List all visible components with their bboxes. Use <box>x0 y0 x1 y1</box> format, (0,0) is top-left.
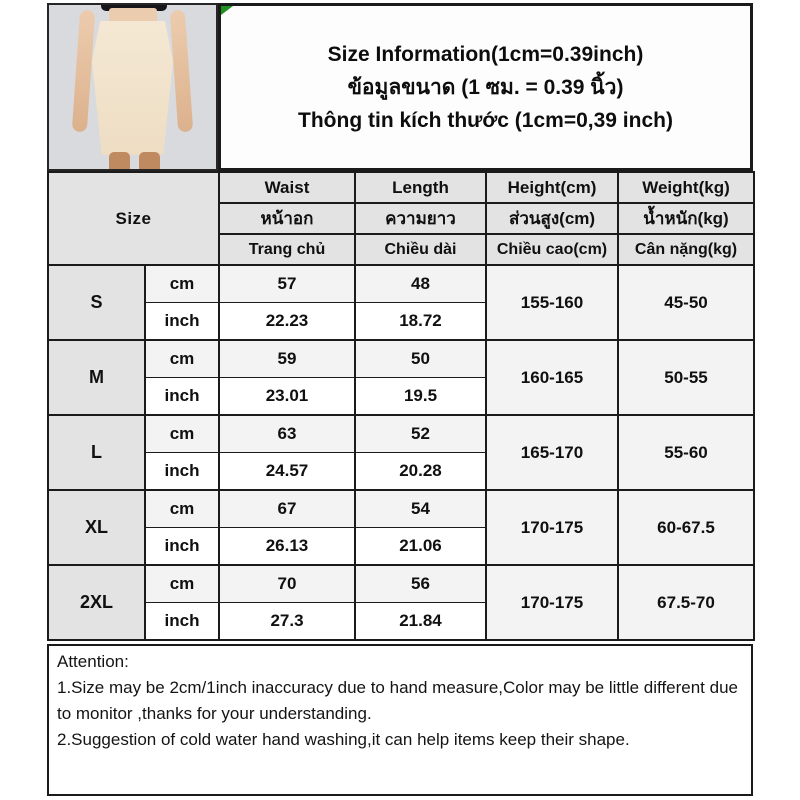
unit-cell: cm <box>145 415 219 452</box>
unit-cell: cm <box>145 340 219 377</box>
weight-cell: 67.5-70 <box>618 565 754 640</box>
product-photo <box>47 3 218 171</box>
attention-line-2: 2.Suggestion of cold water hand washing,it can help items keep their shape. <box>57 730 630 749</box>
weight-cell: 45-50 <box>618 265 754 340</box>
col-header-waist-vi: Trang chủ <box>219 234 355 265</box>
value-cell: 52 <box>355 415 486 452</box>
size-cell: S <box>48 265 145 340</box>
value-cell: 63 <box>219 415 355 452</box>
table-row <box>48 265 754 302</box>
value-cell: 18.72 <box>355 302 486 340</box>
unit-cell: inch <box>145 527 219 565</box>
col-header-waist-th: หน้าอก <box>219 203 355 234</box>
col-header-weight: Weight(kg) <box>618 172 754 203</box>
height-cell: 165-170 <box>486 415 618 490</box>
value-cell: 56 <box>355 565 486 602</box>
value-cell: 57 <box>219 265 355 302</box>
attention-title: Attention: <box>57 652 129 671</box>
value-cell: 22.23 <box>219 302 355 340</box>
value-cell: 24.57 <box>219 452 355 490</box>
value-cell: 70 <box>219 565 355 602</box>
col-header-length-vi: Chiều dài <box>355 234 486 265</box>
photo-left-leg <box>109 152 130 169</box>
weight-cell: 55-60 <box>618 415 754 490</box>
size-cell: XL <box>48 490 145 565</box>
col-header-weight-vi: Cân nặng(kg) <box>618 234 754 265</box>
table-row <box>48 490 754 527</box>
value-cell: 59 <box>219 340 355 377</box>
unit-cell: inch <box>145 452 219 490</box>
value-cell: 26.13 <box>219 527 355 565</box>
value-cell: 19.5 <box>355 377 486 415</box>
unit-cell: inch <box>145 602 219 640</box>
unit-cell: cm <box>145 265 219 302</box>
size-table <box>47 171 755 641</box>
col-header-height: Height(cm) <box>486 172 618 203</box>
size-cell: M <box>48 340 145 415</box>
unit-cell: inch <box>145 377 219 415</box>
table-row <box>48 565 754 602</box>
weight-cell: 50-55 <box>618 340 754 415</box>
title-thai: ข้อมูลขนาด (1 ซม. = 0.39 นิ้ว) <box>347 75 624 99</box>
value-cell: 67 <box>219 490 355 527</box>
title-box <box>218 3 753 171</box>
height-cell: 155-160 <box>486 265 618 340</box>
title-english: Size Information(1cm=0.39inch) <box>327 42 644 66</box>
photo-right-arm <box>170 10 193 133</box>
header-section <box>47 3 753 171</box>
value-cell: 50 <box>355 340 486 377</box>
table-row <box>48 415 754 452</box>
attention-box <box>47 644 753 796</box>
col-header-length: Length <box>355 172 486 203</box>
height-cell: 160-165 <box>486 340 618 415</box>
value-cell: 21.06 <box>355 527 486 565</box>
value-cell: 54 <box>355 490 486 527</box>
col-header-height-th: ส่วนสูง(cm) <box>486 203 618 234</box>
col-header-height-vi: Chiều cao(cm) <box>486 234 618 265</box>
attention-line-1: 1.Size may be 2cm/1inch inaccuracy due to hand measure,Color may be little different due to monitor ,thanks for your understanding. <box>57 678 738 723</box>
unit-cell: cm <box>145 565 219 602</box>
photo-right-leg <box>139 152 160 169</box>
value-cell: 48 <box>355 265 486 302</box>
unit-cell: cm <box>145 490 219 527</box>
col-header-length-th: ความยาว <box>355 203 486 234</box>
col-header-waist: Waist <box>219 172 355 203</box>
photo-skirt <box>92 21 173 155</box>
height-cell: 170-175 <box>486 565 618 640</box>
value-cell: 23.01 <box>219 377 355 415</box>
photo-left-arm <box>72 10 95 133</box>
value-cell: 27.3 <box>219 602 355 640</box>
height-cell: 170-175 <box>486 490 618 565</box>
title-vietnamese: Thông tin kích thước (1cm=0,39 inch) <box>298 108 673 132</box>
size-cell: L <box>48 415 145 490</box>
value-cell: 21.84 <box>355 602 486 640</box>
unit-cell: inch <box>145 302 219 340</box>
corner-fold-icon <box>221 6 233 15</box>
table-row <box>48 340 754 377</box>
size-cell: 2XL <box>48 565 145 640</box>
size-corner-cell: Size <box>48 172 219 265</box>
header-row-english <box>48 172 754 203</box>
content-area <box>47 3 753 796</box>
value-cell: 20.28 <box>355 452 486 490</box>
col-header-weight-th: น้ำหนัก(kg) <box>618 203 754 234</box>
weight-cell: 60-67.5 <box>618 490 754 565</box>
